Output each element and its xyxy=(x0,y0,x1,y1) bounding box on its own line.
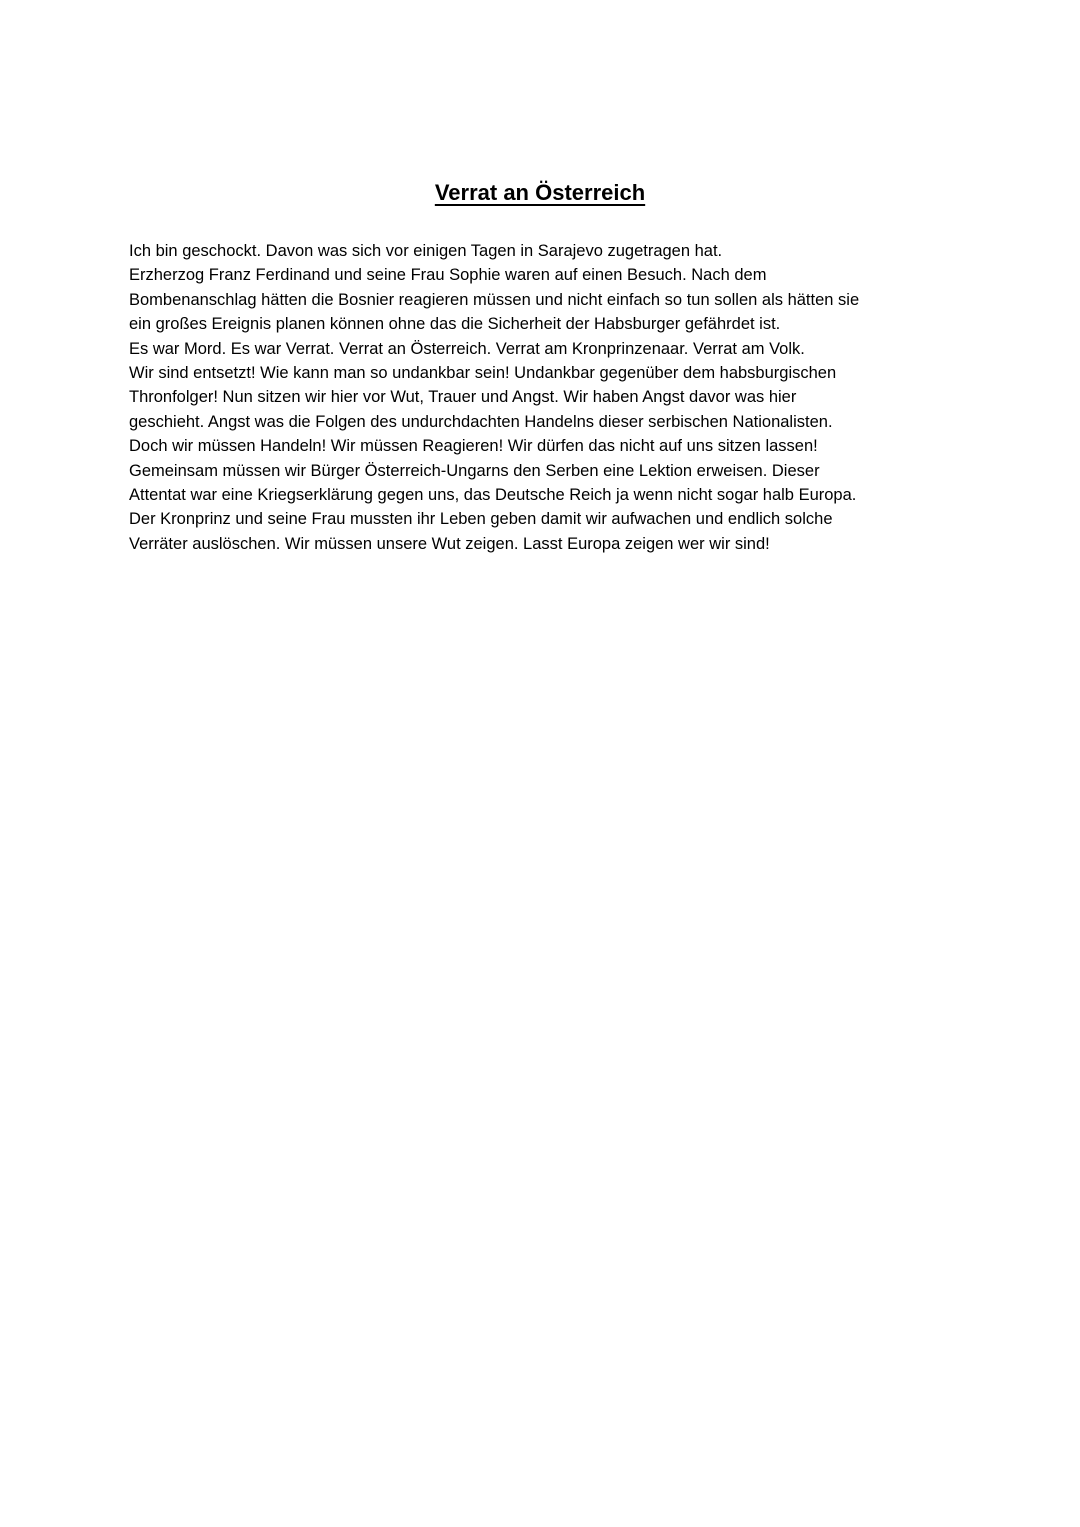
document-title: Verrat an Österreich xyxy=(434,180,646,205)
body-line: ein großes Ereignis planen können ohne das die Sicherheit der Habsburger gefährdet ist. xyxy=(129,315,781,334)
body-line: Verräter auslöschen. Wir müssen unsere Wut zeigen. Lasst Europa zeigen wer wir sind! xyxy=(129,534,770,553)
body-line: Erzherzog Franz Ferdinand und seine Frau Sophie waren auf einen Besuch. Nach dem xyxy=(129,266,767,285)
body-line: Gemeinsam müssen wir Bürger Österreich-Ungarns den Serben eine Lektion erweisen. Dieser xyxy=(129,461,820,480)
body-line: Der Kronprinz und seine Frau mussten ihr Leben geben damit wir aufwachen und endlich solche xyxy=(129,510,833,529)
body-line: geschieht. Angst was die Folgen des undurchdachten Handelns dieser serbischen Nationalisten. xyxy=(129,412,833,431)
body-line: Attentat war eine Kriegserklärung gegen uns, das Deutsche Reich ja wenn nicht sogar halb Europa. xyxy=(129,486,857,505)
body-line: Doch wir müssen Handeln! Wir müssen Reagieren! Wir dürfen das nicht auf uns sitzen lassen! xyxy=(129,437,818,456)
body-line: Bombenanschlag hätten die Bosnier reagieren müssen und nicht einfach so tun sollen als hätten sie xyxy=(129,290,860,309)
body-line: Ich bin geschockt. Davon was sich vor einigen Tagen in Sarajevo zugetragen hat. xyxy=(129,242,723,260)
document-body xyxy=(129,239,959,556)
body-line: Thronfolger! Nun sitzen wir hier vor Wut, Trauer und Angst. Wir haben Angst davor was hier xyxy=(129,388,797,407)
body-line: Wir sind entsetzt! Wie kann man so undankbar sein! Undankbar gegenüber dem habsburgischen xyxy=(129,364,837,383)
body-line: Es war Mord. Es war Verrat. Verrat an Österreich. Verrat am Kronprinzenaar. Verrat am Volk. xyxy=(129,339,805,358)
